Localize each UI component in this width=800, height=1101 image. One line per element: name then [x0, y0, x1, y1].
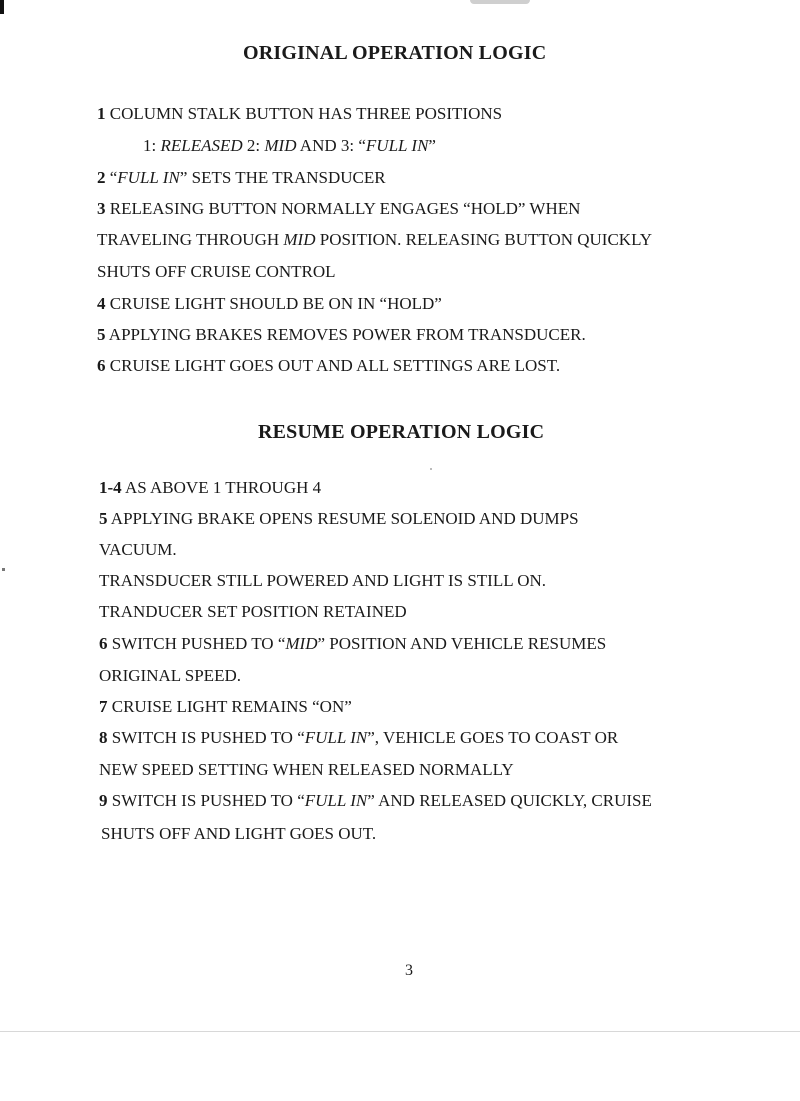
- line-text: SWITCH IS PUSHED TO “: [107, 728, 305, 747]
- item-number: 3: [97, 199, 106, 218]
- line-text: ” AND RELEASED QUICKLY, CRUISE: [367, 791, 652, 810]
- item-number: 4: [97, 294, 106, 313]
- italic-term: MID: [283, 230, 316, 249]
- scan-edge-mark: [0, 0, 4, 14]
- line-text: SWITCH PUSHED TO “: [107, 634, 286, 653]
- list-line: [99, 571, 546, 591]
- list-line: [143, 136, 436, 156]
- list-line: [99, 666, 241, 686]
- line-text: APPLYING BRAKES REMOVES POWER FROM TRANSDUCER.: [105, 325, 586, 344]
- line-text: SHUTS OFF CRUISE CONTROL: [97, 262, 336, 281]
- line-text: CRUISE LIGHT GOES OUT AND ALL SETTINGS ARE LOST.: [105, 356, 561, 375]
- italic-term: FULL IN: [304, 728, 368, 747]
- italic-term: RELEASED: [160, 136, 243, 155]
- line-text: SWITCH IS PUSHED TO “: [107, 791, 305, 810]
- line-text: ” SETS THE TRANSDUCER: [179, 168, 386, 187]
- line-text: 1:: [143, 136, 161, 155]
- section-title-resume: RESUME OPERATION LOGIC: [258, 421, 545, 443]
- list-line: [99, 728, 618, 748]
- line-text: VACUUM.: [99, 540, 177, 559]
- line-text: SHUTS OFF AND LIGHT GOES OUT.: [101, 824, 377, 843]
- line-text: CRUISE LIGHT SHOULD BE ON IN “HOLD”: [105, 294, 442, 313]
- scan-speck: [2, 568, 5, 571]
- list-line: [99, 697, 352, 717]
- page-number: 3: [405, 962, 413, 979]
- list-line: [99, 478, 321, 498]
- section-title-original: ORIGINAL OPERATION LOGIC: [243, 42, 547, 64]
- line-text: ”: [428, 136, 436, 155]
- item-number: 6: [99, 634, 108, 653]
- line-text: RELEASING BUTTON NORMALLY ENGAGES “HOLD” WHEN: [105, 199, 581, 218]
- italic-term: MID: [264, 136, 297, 155]
- item-number: 7: [99, 697, 108, 716]
- italic-term: MID: [285, 634, 318, 653]
- scan-speck: [430, 468, 432, 470]
- list-line: [97, 230, 652, 250]
- list-line: [99, 760, 514, 780]
- list-line: [97, 104, 502, 124]
- list-line: [99, 540, 177, 560]
- scan-bottom-edge: [0, 1031, 800, 1032]
- list-line: [97, 325, 586, 345]
- list-line: [101, 824, 376, 844]
- line-text: ORIGINAL SPEED.: [99, 666, 241, 685]
- scan-smudge: [470, 0, 530, 4]
- item-number: 2: [97, 168, 106, 187]
- line-text: ” POSITION AND VEHICLE RESUMES: [317, 634, 607, 653]
- item-number: 6: [97, 356, 106, 375]
- line-text: TRANDUCER SET POSITION RETAINED: [99, 602, 407, 621]
- italic-term: FULL IN: [365, 136, 429, 155]
- italic-term: FULL IN: [304, 791, 368, 810]
- line-text: TRANSDUCER STILL POWERED AND LIGHT IS STILL ON.: [99, 571, 547, 590]
- line-text: POSITION. RELEASING BUTTON QUICKLY: [315, 230, 653, 249]
- list-line: [97, 168, 386, 188]
- list-line: [97, 294, 442, 314]
- list-line: [99, 509, 579, 529]
- line-text: CRUISE LIGHT REMAINS “ON”: [107, 697, 352, 716]
- list-line: [97, 262, 336, 282]
- line-text: NEW SPEED SETTING WHEN RELEASED NORMALLY: [99, 760, 514, 779]
- item-number: 1: [97, 104, 106, 123]
- item-number: 1-4: [99, 478, 122, 497]
- line-text: 2:: [242, 136, 265, 155]
- list-line: [97, 199, 580, 219]
- italic-term: FULL IN: [117, 168, 180, 187]
- line-text: ”, VEHICLE GOES TO COAST OR: [367, 728, 619, 747]
- item-number: 5: [97, 325, 106, 344]
- item-number: 5: [99, 509, 108, 528]
- list-line: [97, 356, 560, 376]
- line-text: “: [105, 168, 118, 187]
- line-text: COLUMN STALK BUTTON HAS THREE POSITIONS: [105, 104, 503, 123]
- list-line: [99, 602, 407, 622]
- list-line: [99, 634, 606, 654]
- list-line: [99, 791, 652, 811]
- item-number: 9: [99, 791, 108, 810]
- line-text: APPLYING BRAKE OPENS RESUME SOLENOID AND DUMPS: [107, 509, 579, 528]
- line-text: AS ABOVE 1 THROUGH 4: [121, 478, 322, 497]
- line-text: AND 3: “: [296, 136, 366, 155]
- line-text: TRAVELING THROUGH: [97, 230, 284, 249]
- item-number: 8: [99, 728, 108, 747]
